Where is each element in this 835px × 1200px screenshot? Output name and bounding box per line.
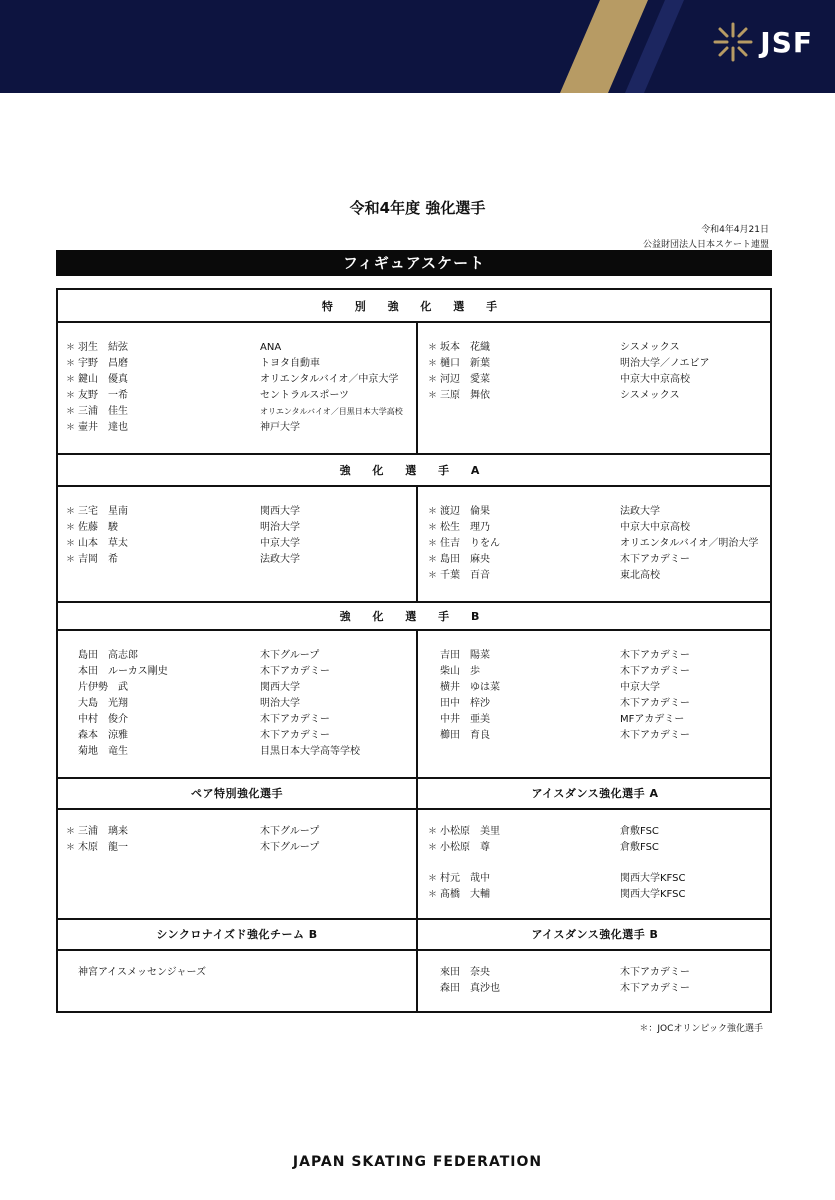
list-item xyxy=(66,744,416,760)
joc-mark: ＊ xyxy=(66,555,76,565)
joc-mark: ＊ xyxy=(66,827,76,837)
athlete-team: 明治大学 xyxy=(260,698,300,709)
athlete-name: 髙橋 大輔 xyxy=(440,889,490,900)
athlete-name: 大島 光翔 xyxy=(78,698,128,709)
joc-mark: ＊ xyxy=(66,843,76,853)
header-stripes xyxy=(0,0,835,93)
joc-mark: ＊ xyxy=(428,343,438,353)
athlete-team: 木下アカデミー xyxy=(620,666,690,677)
athlete-team: MFアカデミー xyxy=(620,714,685,725)
table-divider xyxy=(58,808,770,810)
athlete-name: 森田 真沙也 xyxy=(440,983,500,994)
athlete-team: 関西大学 xyxy=(260,506,300,517)
list-item xyxy=(428,356,768,372)
table-divider xyxy=(58,321,770,323)
athlete-name: 宇野 昌磨 xyxy=(78,358,128,369)
athlete-name: 森本 涼雅 xyxy=(78,730,128,741)
athlete-team: 関西大学KFSC xyxy=(620,873,686,884)
list-item xyxy=(66,372,416,388)
joc-mark: ＊ xyxy=(66,523,76,533)
list-item xyxy=(428,664,768,680)
list-item xyxy=(428,824,768,840)
list-item xyxy=(66,712,416,728)
athlete-team: 木下アカデミー xyxy=(620,983,690,994)
list-item xyxy=(428,340,768,356)
table-divider xyxy=(58,601,770,603)
athlete-name: 島田 高志郎 xyxy=(78,650,138,661)
list-item xyxy=(66,728,416,744)
table-divider xyxy=(58,918,770,920)
list-item xyxy=(66,648,416,664)
athlete-team: 倉敷FSC xyxy=(620,842,659,853)
starburst-icon xyxy=(712,21,754,63)
athlete-team: 木下グループ xyxy=(260,842,320,853)
athlete-team: シスメックス xyxy=(620,342,680,353)
list-item xyxy=(66,356,416,372)
athlete-name: 中村 俊介 xyxy=(78,714,128,725)
document-date: 令和4年4月21日 xyxy=(701,225,769,235)
athlete-team: オリエンタルバイオ／明治大学 xyxy=(620,538,759,549)
list-item xyxy=(428,552,768,568)
athlete-name: 片伊勢 武 xyxy=(78,682,128,693)
b-left-list xyxy=(66,648,416,760)
athlete-team: 法政大学 xyxy=(620,506,660,517)
joc-mark: ＊ xyxy=(428,375,438,385)
athlete-team: 法政大学 xyxy=(260,554,300,565)
icedance-b-list xyxy=(428,965,768,997)
page-title: 令和4年度 強化選手 xyxy=(349,199,486,217)
athlete-team: 関西大学 xyxy=(260,682,300,693)
list-item xyxy=(428,504,768,520)
athlete-name: 村元 哉中 xyxy=(440,873,490,884)
team-name: 神宮アイスメッセンジャーズ xyxy=(78,967,207,978)
list-item xyxy=(428,680,768,696)
list-item xyxy=(66,388,416,404)
list-item xyxy=(66,340,416,356)
footer-text: JAPAN SKATING FEDERATION xyxy=(292,1154,543,1170)
column-divider xyxy=(416,485,418,601)
joc-mark: ＊ xyxy=(428,874,438,884)
column-divider xyxy=(416,321,418,453)
list-item xyxy=(428,696,768,712)
list-item xyxy=(428,536,768,552)
list-item xyxy=(66,664,416,680)
athlete-name: 坂本 花織 xyxy=(440,342,490,353)
joc-mark: ＊ xyxy=(66,359,76,369)
athlete-name: 鍵山 優真 xyxy=(78,374,128,385)
athlete-team: 明治大学 xyxy=(260,522,300,533)
athlete-team: 中京大学 xyxy=(620,682,660,693)
list-item xyxy=(428,372,768,388)
athlete-name: 壷井 達也 xyxy=(78,422,128,433)
athlete-team: 倉敷FSC xyxy=(620,826,659,837)
athlete-team: 東北高校 xyxy=(620,570,660,581)
joc-mark: ＊ xyxy=(66,423,76,433)
athlete-team: 中京大中京高校 xyxy=(620,374,690,385)
athlete-team: オリエンタルバイオ／目黒日本大学高校 xyxy=(260,407,403,416)
athlete-name: 柴山 歩 xyxy=(440,666,480,677)
list-item xyxy=(66,680,416,696)
athlete-table xyxy=(56,288,772,1013)
list-item xyxy=(66,536,416,552)
list-item xyxy=(428,965,768,981)
footnote: ＊：JOCオリンピック強化選手 xyxy=(639,1024,763,1034)
athlete-team: シスメックス xyxy=(620,390,680,401)
joc-mark: ＊ xyxy=(66,343,76,353)
pair-list xyxy=(66,824,416,856)
athlete-team: セントラルスポーツ xyxy=(260,390,349,401)
athlete-name: 羽生 結弦 xyxy=(78,342,128,353)
jsf-logo[interactable] xyxy=(712,22,813,62)
athlete-team: トヨタ自動車 xyxy=(260,358,320,369)
athlete-name: 田中 梓沙 xyxy=(440,698,490,709)
athlete-name: 松生 理乃 xyxy=(440,522,490,533)
list-item xyxy=(66,520,416,536)
athlete-name: 本田 ルーカス剛史 xyxy=(78,666,168,677)
list-item xyxy=(428,887,768,903)
athlete-name: 三宅 星南 xyxy=(78,506,128,517)
athlete-name: 樋口 新葉 xyxy=(440,358,490,369)
athlete-name: 木原 龍一 xyxy=(78,842,128,853)
joc-mark: ＊ xyxy=(428,523,438,533)
spacer xyxy=(428,856,768,871)
athlete-name: 河辺 愛菜 xyxy=(440,374,490,385)
synchro-list xyxy=(66,965,416,981)
list-item xyxy=(66,824,416,840)
athlete-team: 木下アカデミー xyxy=(620,650,690,661)
icedance-a-list xyxy=(428,824,768,903)
athlete-team: 明治大学／ノエビア xyxy=(620,358,710,369)
joc-mark: ＊ xyxy=(66,375,76,385)
a-right-list xyxy=(428,504,768,584)
athlete-name: 山本 草太 xyxy=(78,538,128,549)
list-item xyxy=(66,404,416,420)
athlete-team: 木下グループ xyxy=(260,650,320,661)
athlete-name: 吉岡 希 xyxy=(78,554,118,565)
joc-mark: ＊ xyxy=(428,391,438,401)
athlete-team: 目黒日本大学高等学校 xyxy=(260,746,360,757)
joc-mark: ＊ xyxy=(428,539,438,549)
athlete-name: 吉田 陽菜 xyxy=(440,650,490,661)
athlete-name: 櫛田 育良 xyxy=(440,730,490,741)
athlete-name: 三原 舞依 xyxy=(440,390,490,401)
column-divider xyxy=(416,629,418,1011)
athlete-team: 木下アカデミー xyxy=(620,554,690,565)
list-item xyxy=(66,696,416,712)
athlete-team: 神戸大学 xyxy=(260,422,300,433)
list-item xyxy=(428,981,768,997)
athlete-team: 木下アカデミー xyxy=(620,967,690,978)
category-title-b: 強 化 選 手 B xyxy=(339,610,489,623)
organization-name: 公益財団法人日本スケート連盟 xyxy=(642,240,769,250)
athlete-name: 小松原 美里 xyxy=(440,826,500,837)
category-title-special: 特 別 強 化 選 手 xyxy=(321,300,507,313)
table-divider xyxy=(58,949,770,951)
joc-mark: ＊ xyxy=(428,359,438,369)
athlete-team: 木下アカデミー xyxy=(620,698,690,709)
joc-mark: ＊ xyxy=(428,555,438,565)
category-title-icedance-b: アイスダンス強化選手 B xyxy=(531,928,659,941)
list-item xyxy=(66,552,416,568)
header-band xyxy=(0,0,835,93)
table-divider xyxy=(58,453,770,455)
list-item xyxy=(428,728,768,744)
category-title-pair: ペア特別強化選手 xyxy=(191,787,283,800)
category-title-a: 強 化 選 手 A xyxy=(339,464,489,477)
athlete-name: 友野 一希 xyxy=(78,390,128,401)
table-divider xyxy=(58,777,770,779)
athlete-name: 來田 奈央 xyxy=(440,967,490,978)
athlete-name: 横井 ゆは菜 xyxy=(440,682,500,693)
list-item xyxy=(428,871,768,887)
list-item xyxy=(428,388,768,404)
list-item xyxy=(66,965,416,981)
athlete-name: 菊地 竜生 xyxy=(78,746,128,757)
joc-mark: ＊ xyxy=(66,539,76,549)
list-item xyxy=(428,712,768,728)
joc-mark: ＊ xyxy=(428,571,438,581)
list-item xyxy=(66,840,416,856)
athlete-team: 中京大学 xyxy=(260,538,300,549)
table-divider xyxy=(58,485,770,487)
list-item xyxy=(428,840,768,856)
athlete-name: 住吉 りをん xyxy=(440,538,500,549)
athlete-team: 木下アカデミー xyxy=(260,730,330,741)
athlete-name: 小松原 尊 xyxy=(440,842,490,853)
list-item xyxy=(428,648,768,664)
table-divider xyxy=(58,629,770,631)
athlete-name: 島田 麻央 xyxy=(440,554,490,565)
athlete-team: 中京大中京高校 xyxy=(620,522,690,533)
athlete-team: オリエンタルバイオ／中京大学 xyxy=(260,374,399,385)
athlete-team: ANA xyxy=(260,342,282,353)
athlete-name: 渡辺 倫果 xyxy=(440,506,490,517)
athlete-name: 千葉 百音 xyxy=(440,570,490,581)
list-item xyxy=(428,520,768,536)
logo-text: JSF xyxy=(760,25,813,59)
section-title-bar: フィギュアスケート xyxy=(56,250,772,276)
athlete-name: 三浦 佳生 xyxy=(78,406,128,417)
joc-mark: ＊ xyxy=(66,407,76,417)
athlete-name: 三浦 璃来 xyxy=(78,826,128,837)
athlete-name: 中井 亜美 xyxy=(440,714,490,725)
special-right-list xyxy=(428,340,768,404)
athlete-team: 木下アカデミー xyxy=(260,714,330,725)
category-title-icedance-a: アイスダンス強化選手 A xyxy=(531,787,659,800)
list-item xyxy=(66,420,416,436)
athlete-team: 木下グループ xyxy=(260,826,320,837)
special-left-list xyxy=(66,340,416,436)
joc-mark: ＊ xyxy=(428,843,438,853)
athlete-team: 関西大学KFSC xyxy=(620,889,686,900)
b-right-list xyxy=(428,648,768,744)
a-left-list xyxy=(66,504,416,568)
list-item xyxy=(66,504,416,520)
category-title-synchro: シンクロナイズド強化チーム B xyxy=(156,928,318,941)
joc-mark: ＊ xyxy=(428,507,438,517)
joc-mark: ＊ xyxy=(428,827,438,837)
joc-mark: ＊ xyxy=(66,391,76,401)
athlete-team: 木下アカデミー xyxy=(620,730,690,741)
athlete-team: 木下アカデミー xyxy=(260,666,330,677)
joc-mark: ＊ xyxy=(428,890,438,900)
joc-mark: ＊ xyxy=(66,507,76,517)
list-item xyxy=(428,568,768,584)
athlete-name: 佐藤 駿 xyxy=(78,522,118,533)
